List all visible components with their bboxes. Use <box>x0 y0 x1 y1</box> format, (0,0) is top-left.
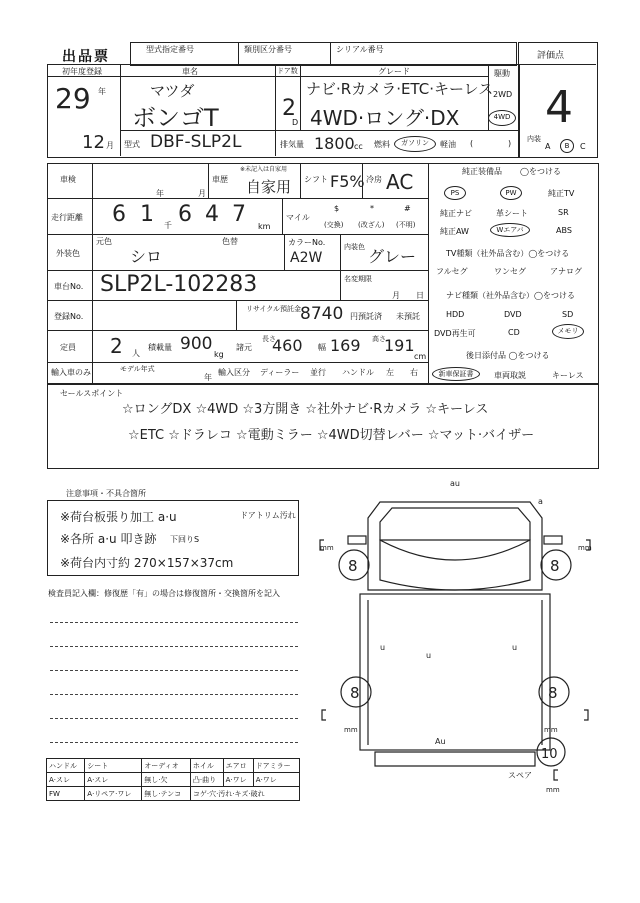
notes-side-2: 下回りS <box>170 535 200 544</box>
inspector-line <box>50 694 298 695</box>
damage-a: a <box>538 497 543 506</box>
navi-hdd: HDD <box>446 310 465 319</box>
registration-month: 12 <box>82 132 105 153</box>
model-year-label: モデル年式 <box>120 365 155 373</box>
truck-bed <box>360 594 550 750</box>
recycle-label: リサイクル預託金 <box>246 305 302 313</box>
after-title: 後日添付品 ◯をつける <box>466 351 550 360</box>
meter-tampered: * <box>370 204 374 213</box>
equipment-title: 純正装備品 <box>462 167 502 176</box>
divider <box>92 163 93 383</box>
bracket <box>554 770 558 780</box>
sales-line-1: ☆ロングDX ☆4WD ☆3方開き ☆社外ナビ·Rカメラ ☆キーレス <box>122 402 489 417</box>
tire-unit: mm <box>344 726 358 734</box>
mileage-thousand: 千 <box>164 221 172 230</box>
registration-label: 登録No. <box>54 312 84 321</box>
meter-label: マイル <box>286 213 310 222</box>
doors-label: ドア数 <box>277 67 298 75</box>
divider <box>238 42 239 64</box>
title-change-label: 名変期限 <box>344 275 372 283</box>
navi-cd: CD <box>508 328 520 337</box>
divider <box>47 300 428 301</box>
drive-label: 駆動 <box>494 69 510 78</box>
divider <box>300 163 301 198</box>
type-label: 型式 <box>124 140 140 149</box>
displacement-unit: cc <box>354 142 363 151</box>
divider <box>362 163 363 198</box>
category-number-label: 類別区分番号 <box>244 45 292 54</box>
tire-unit: mm <box>578 544 592 552</box>
displacement-label: 排気量 <box>280 140 304 149</box>
tire-mark-fr: 8 <box>550 557 560 575</box>
ac-label: 冷房 <box>366 175 382 184</box>
legend-mirror: ドアミラー <box>253 759 299 773</box>
divider <box>518 64 596 65</box>
color-code-value: A2W <box>290 250 323 266</box>
interior-b: B <box>560 139 574 153</box>
displacement-value: 1800 <box>314 134 355 153</box>
height-label: 高さ <box>372 335 386 343</box>
dims-unit: cm <box>414 352 427 361</box>
windshield <box>380 540 530 590</box>
tire-mark-rl: 8 <box>350 684 360 702</box>
capacity-unit: 人 <box>132 349 140 358</box>
navi-sd: SD <box>562 310 574 319</box>
load-value: 900 <box>180 334 213 354</box>
chassis-label: 車台No. <box>54 282 84 291</box>
rear-bumper <box>375 752 535 766</box>
fuel-label: 燃料 <box>374 140 390 149</box>
legend-fw: FW <box>47 787 85 801</box>
divider <box>275 64 276 156</box>
usage-value: 自家用 <box>246 178 292 196</box>
tv-fullseg: フルセグ <box>436 267 468 276</box>
import-label: 輸入車のみ <box>51 368 91 377</box>
damage-u: u <box>426 651 432 660</box>
capacity-label: 定員 <box>60 343 76 352</box>
divider <box>340 234 341 270</box>
equip-sr: SR <box>558 208 569 217</box>
doors-value: 2 <box>282 96 296 121</box>
equipment-legend: ◯をつける <box>520 167 561 176</box>
import-class-label: 輸入区分 <box>218 368 250 377</box>
damage-au-top: au <box>450 479 460 488</box>
divider <box>428 163 429 383</box>
score-value: 4 <box>545 82 573 133</box>
meter-exchanged: $ <box>334 204 340 213</box>
divider <box>284 234 285 270</box>
after-manual: 車両取説 <box>494 371 526 380</box>
inspection-label: 車検 <box>60 175 76 184</box>
legend-interior-code: コゲ·穴·汚れ·キズ·破れ <box>190 787 299 801</box>
dims-label: 諸元 <box>236 343 252 352</box>
notes-side-1: ドアトリム汚れ <box>240 511 296 520</box>
equip-leather: 革シート <box>496 209 528 218</box>
notes-line-1: ※荷台板張り加工 a·u <box>60 510 177 524</box>
legend-mirror-code: A·ワレ <box>253 773 299 787</box>
cab-roof <box>380 508 530 540</box>
equip-ps: PS <box>444 186 466 200</box>
inspector-line <box>50 622 298 623</box>
legend-aero: エアロ <box>223 759 253 773</box>
grade-line-2: 4WD·ロング·DX <box>310 106 460 130</box>
meter-exchanged-sub: (交換) <box>324 221 344 229</box>
tv-analog: アナログ <box>550 267 582 276</box>
mileage-digit: 7 <box>232 202 246 227</box>
after-warranty: 新車保証書 <box>432 367 480 381</box>
drive-4wd: 4WD <box>488 110 516 126</box>
mileage-digit: 4 <box>205 202 219 227</box>
bracket <box>584 710 588 720</box>
color-label: 外装色 <box>56 249 80 258</box>
recycle-unpaid: 未預託 <box>396 312 420 321</box>
mileage-unit: km <box>258 222 271 231</box>
import-year: 年 <box>204 373 212 382</box>
mileage-digit: 6 <box>112 202 126 227</box>
mileage-digit: 1 <box>140 202 154 227</box>
handle-right: 右 <box>410 368 418 377</box>
header-title: 出品票 <box>62 49 110 65</box>
dealer-option: ディーラー <box>260 368 300 377</box>
spare-label: スペア <box>508 771 532 780</box>
tire-unit: mm <box>544 726 558 734</box>
bracket <box>322 710 326 720</box>
legend-audio-code: 無し·欠 <box>142 773 191 787</box>
capacity-value: 2 <box>110 334 123 358</box>
usage-note: ※未記入は自家用 <box>240 166 288 173</box>
inspector-line <box>50 742 298 743</box>
legend-seat: シート <box>85 759 142 773</box>
model-value: ボンゴT <box>132 104 219 132</box>
legend-fw-code: A·リペア·ワレ <box>85 787 142 801</box>
height-value: 191 <box>384 336 415 355</box>
tv-oneseg: ワンセグ <box>494 267 526 276</box>
mirror-right <box>544 536 562 544</box>
navi-title: ナビ種類（社外品含む）◯をつける <box>446 291 575 300</box>
divider <box>208 163 209 198</box>
grade-label: グレード <box>378 67 410 76</box>
navi-memory: メモリ <box>552 324 584 339</box>
tire-unit: mm <box>546 786 560 794</box>
cab-outline <box>368 502 542 590</box>
score-label: 評価点 <box>537 51 565 61</box>
equip-navi: 純正ナビ <box>440 209 472 218</box>
divider <box>236 300 237 330</box>
serial-number-label: シリアル番号 <box>336 45 384 54</box>
divider <box>47 234 428 235</box>
title-change-month: 月 <box>392 291 400 300</box>
length-label: 長さ <box>262 335 276 343</box>
divider <box>340 270 341 300</box>
divider <box>47 330 428 331</box>
legend-handle: ハンドル <box>47 759 85 773</box>
divider <box>47 198 428 199</box>
tire-mark-fl: 8 <box>348 557 358 575</box>
divider <box>282 198 283 234</box>
fuel-value: ガソリン <box>394 136 436 152</box>
legend-interior: 無し·テンコ <box>142 787 191 801</box>
divider <box>330 42 331 64</box>
meter-unknown-sub: (不明) <box>396 221 416 229</box>
year-unit: 年 <box>98 87 106 96</box>
equip-w-airbag: Wエアバ <box>490 223 530 237</box>
damage-u: u <box>512 643 518 652</box>
fuel-paren-open: ( <box>470 139 474 148</box>
make-label: 車名 <box>182 67 198 76</box>
navi-dvd-play: DVD再生可 <box>434 329 476 338</box>
legend-aero-code: A·ワレ <box>223 773 253 787</box>
equip-abs: ABS <box>556 226 572 235</box>
width-value: 169 <box>330 336 361 355</box>
recycle-paid: 円預託済 <box>350 312 382 321</box>
mileage-label: 走行距離 <box>51 213 83 222</box>
legend-handle-code: A·スレ <box>47 773 85 787</box>
divider <box>300 64 301 130</box>
month-unit: 月 <box>106 141 114 150</box>
inspection-year: 年 <box>156 189 164 198</box>
notes-label: 注意事項・不具合箇所 <box>66 489 146 498</box>
mirror-left <box>348 536 366 544</box>
title-change-day: 日 <box>416 291 424 300</box>
type-value: DBF-SLP2L <box>150 132 242 152</box>
sales-line-2: ☆ETC ☆ドラレコ ☆電動ミラー ☆4WD切替レバー ☆マット·バイザー <box>128 428 535 443</box>
spare-mark: 10 <box>541 747 558 762</box>
interior-c: C <box>580 142 586 151</box>
recycle-value: 8740 <box>300 304 344 324</box>
divider <box>120 64 121 156</box>
inner-color-value: グレー <box>368 247 417 266</box>
color-value: シロ <box>130 247 163 266</box>
parallel-option: 並行 <box>310 368 326 377</box>
inspector-line <box>50 718 298 719</box>
color-code-label: カラーNo. <box>288 238 326 247</box>
vehicle-damage-diagram <box>310 470 600 800</box>
drive-2wd: 2WD <box>493 90 513 99</box>
inspector-line <box>50 670 298 671</box>
damage-au-bottom: Au <box>435 737 446 746</box>
width-label: 幅 <box>318 343 326 352</box>
after-keyless: キーレス <box>552 371 584 380</box>
interior-label: 内装 <box>527 135 541 143</box>
inspector-line <box>50 646 298 647</box>
legend-wheel-code: 凸·曲り <box>190 773 223 787</box>
meter-unknown: # <box>404 204 411 213</box>
tv-title: TV種類（社外品含む）◯をつける <box>446 249 570 258</box>
tire-mark-rr: 8 <box>548 684 558 702</box>
registration-year: 29 <box>55 82 91 115</box>
load-unit: kg <box>214 350 224 359</box>
fuel-diesel: 軽油 <box>440 140 456 149</box>
original-color-label: 元色 <box>96 237 112 246</box>
make-value: マツダ <box>150 82 195 100</box>
inspector-label: 検査員記入欄：修復歴「有」の場合は修復箇所・交換箇所を記入 <box>48 589 280 598</box>
chassis-value: SLP2L-102283 <box>100 272 258 297</box>
repaint-label: 色替 <box>222 237 238 246</box>
handle-label: ハンドル <box>342 368 374 377</box>
handle-left: 左 <box>386 368 394 377</box>
damage-u: u <box>380 643 386 652</box>
length-value: 460 <box>272 336 303 355</box>
model-designation-label: 型式指定番号 <box>146 45 194 54</box>
legend-wheel: ホイル <box>190 759 223 773</box>
mileage-digit: 6 <box>178 202 192 227</box>
navi-dvd: DVD <box>504 310 522 319</box>
notes-line-2: ※各所 a·u 叩き跡 <box>60 532 157 546</box>
grade-line-1: ナビ·Rカメラ·ETC·キーレス <box>306 80 494 98</box>
tire-unit: mm <box>320 544 334 552</box>
door-suffix: D <box>292 118 299 127</box>
divider <box>47 270 428 271</box>
equip-tv: 純正TV <box>548 189 575 198</box>
notes-line-3: ※荷台内寸約 270×157×37cm <box>60 556 234 570</box>
interior-a: A <box>545 142 551 151</box>
meter-tampered-sub: (改ざん) <box>358 221 385 229</box>
inspection-month: 月 <box>198 189 206 198</box>
legend-audio: オーディオ <box>142 759 191 773</box>
inner-color-label: 内装色 <box>344 243 365 251</box>
shift-value: F5% <box>330 172 365 191</box>
shift-label: シフト <box>304 175 328 184</box>
fuel-paren-close: ) <box>508 139 512 148</box>
usage-label: 車歴 <box>212 175 228 184</box>
load-label: 積載量 <box>148 343 172 352</box>
first-registration-label: 初年度登録 <box>62 67 102 76</box>
damage-legend <box>46 758 300 801</box>
divider <box>47 362 428 363</box>
divider <box>47 76 488 77</box>
ac-value: AC <box>386 170 414 194</box>
sales-label: セールスポイント <box>60 389 124 398</box>
legend-seat-code: A·スレ <box>85 773 142 787</box>
equip-pw: PW <box>500 186 522 200</box>
equip-aw: 純正AW <box>440 227 469 236</box>
